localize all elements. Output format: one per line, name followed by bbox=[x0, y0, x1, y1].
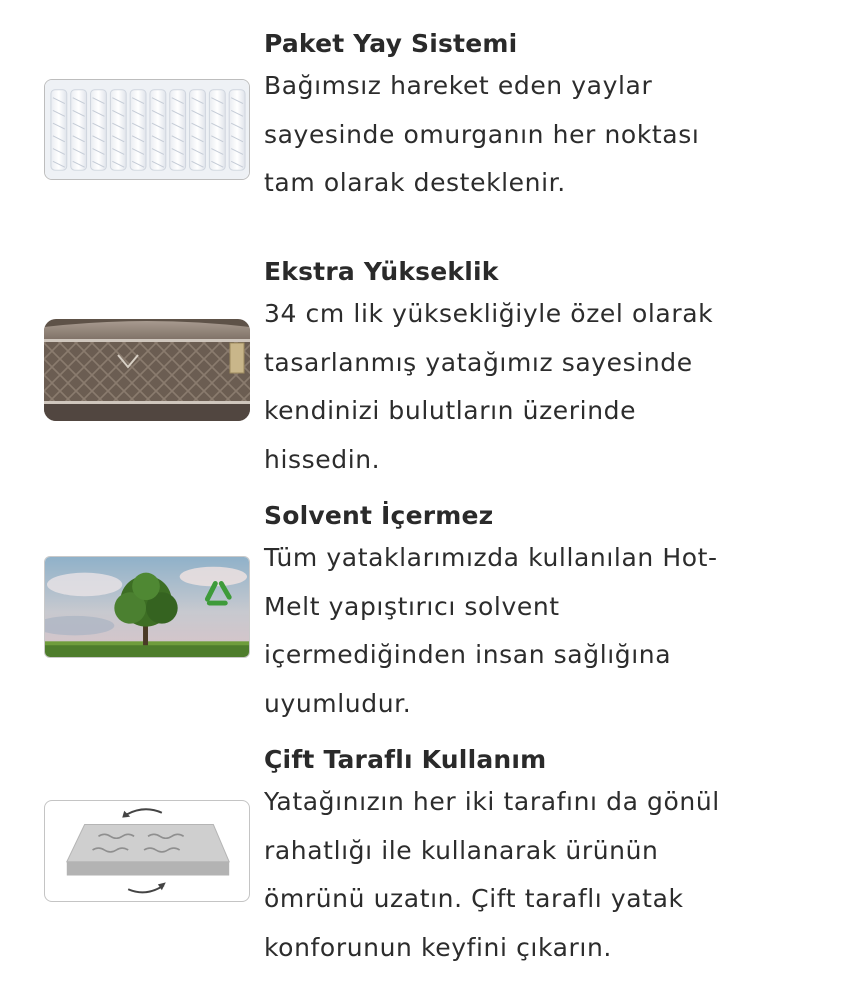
feature-title: Paket Yay Sistemi bbox=[264, 29, 518, 58]
feature-description: Yatağınızın her iki tarafını da gönül rahatlığı ile kullanarak ürünün ömrünü uzatın. Çift taraflı yatak konforunun keyfini çıkarın. bbox=[264, 787, 720, 962]
feature-description: Tüm yataklarımızda kullanılan Hot- Melt yapıştırıcı solvent içermediğinden insan sağlığına uyumludur. bbox=[264, 543, 718, 718]
feature-title: Ekstra Yükseklik bbox=[264, 257, 499, 286]
pocket-spring-icon bbox=[44, 79, 250, 180]
feature-title: Solvent İçermez bbox=[264, 501, 494, 530]
feature-description: 34 cm lik yüksekliğiyle özel olarak tasarlanmış yatağımız sayesinde kendinizi bulutların üzerinde hissedin. bbox=[264, 299, 714, 474]
feature-title: Çift Taraflı Kullanım bbox=[264, 745, 547, 774]
feature-description: Bağımsız hareket eden yaylar sayesinde omurganın her noktası tam olarak desteklenir. bbox=[264, 71, 700, 197]
tree-recycle-icon bbox=[44, 556, 250, 658]
double-sided-mattress-icon bbox=[44, 800, 250, 902]
mattress-height-icon bbox=[44, 319, 250, 421]
